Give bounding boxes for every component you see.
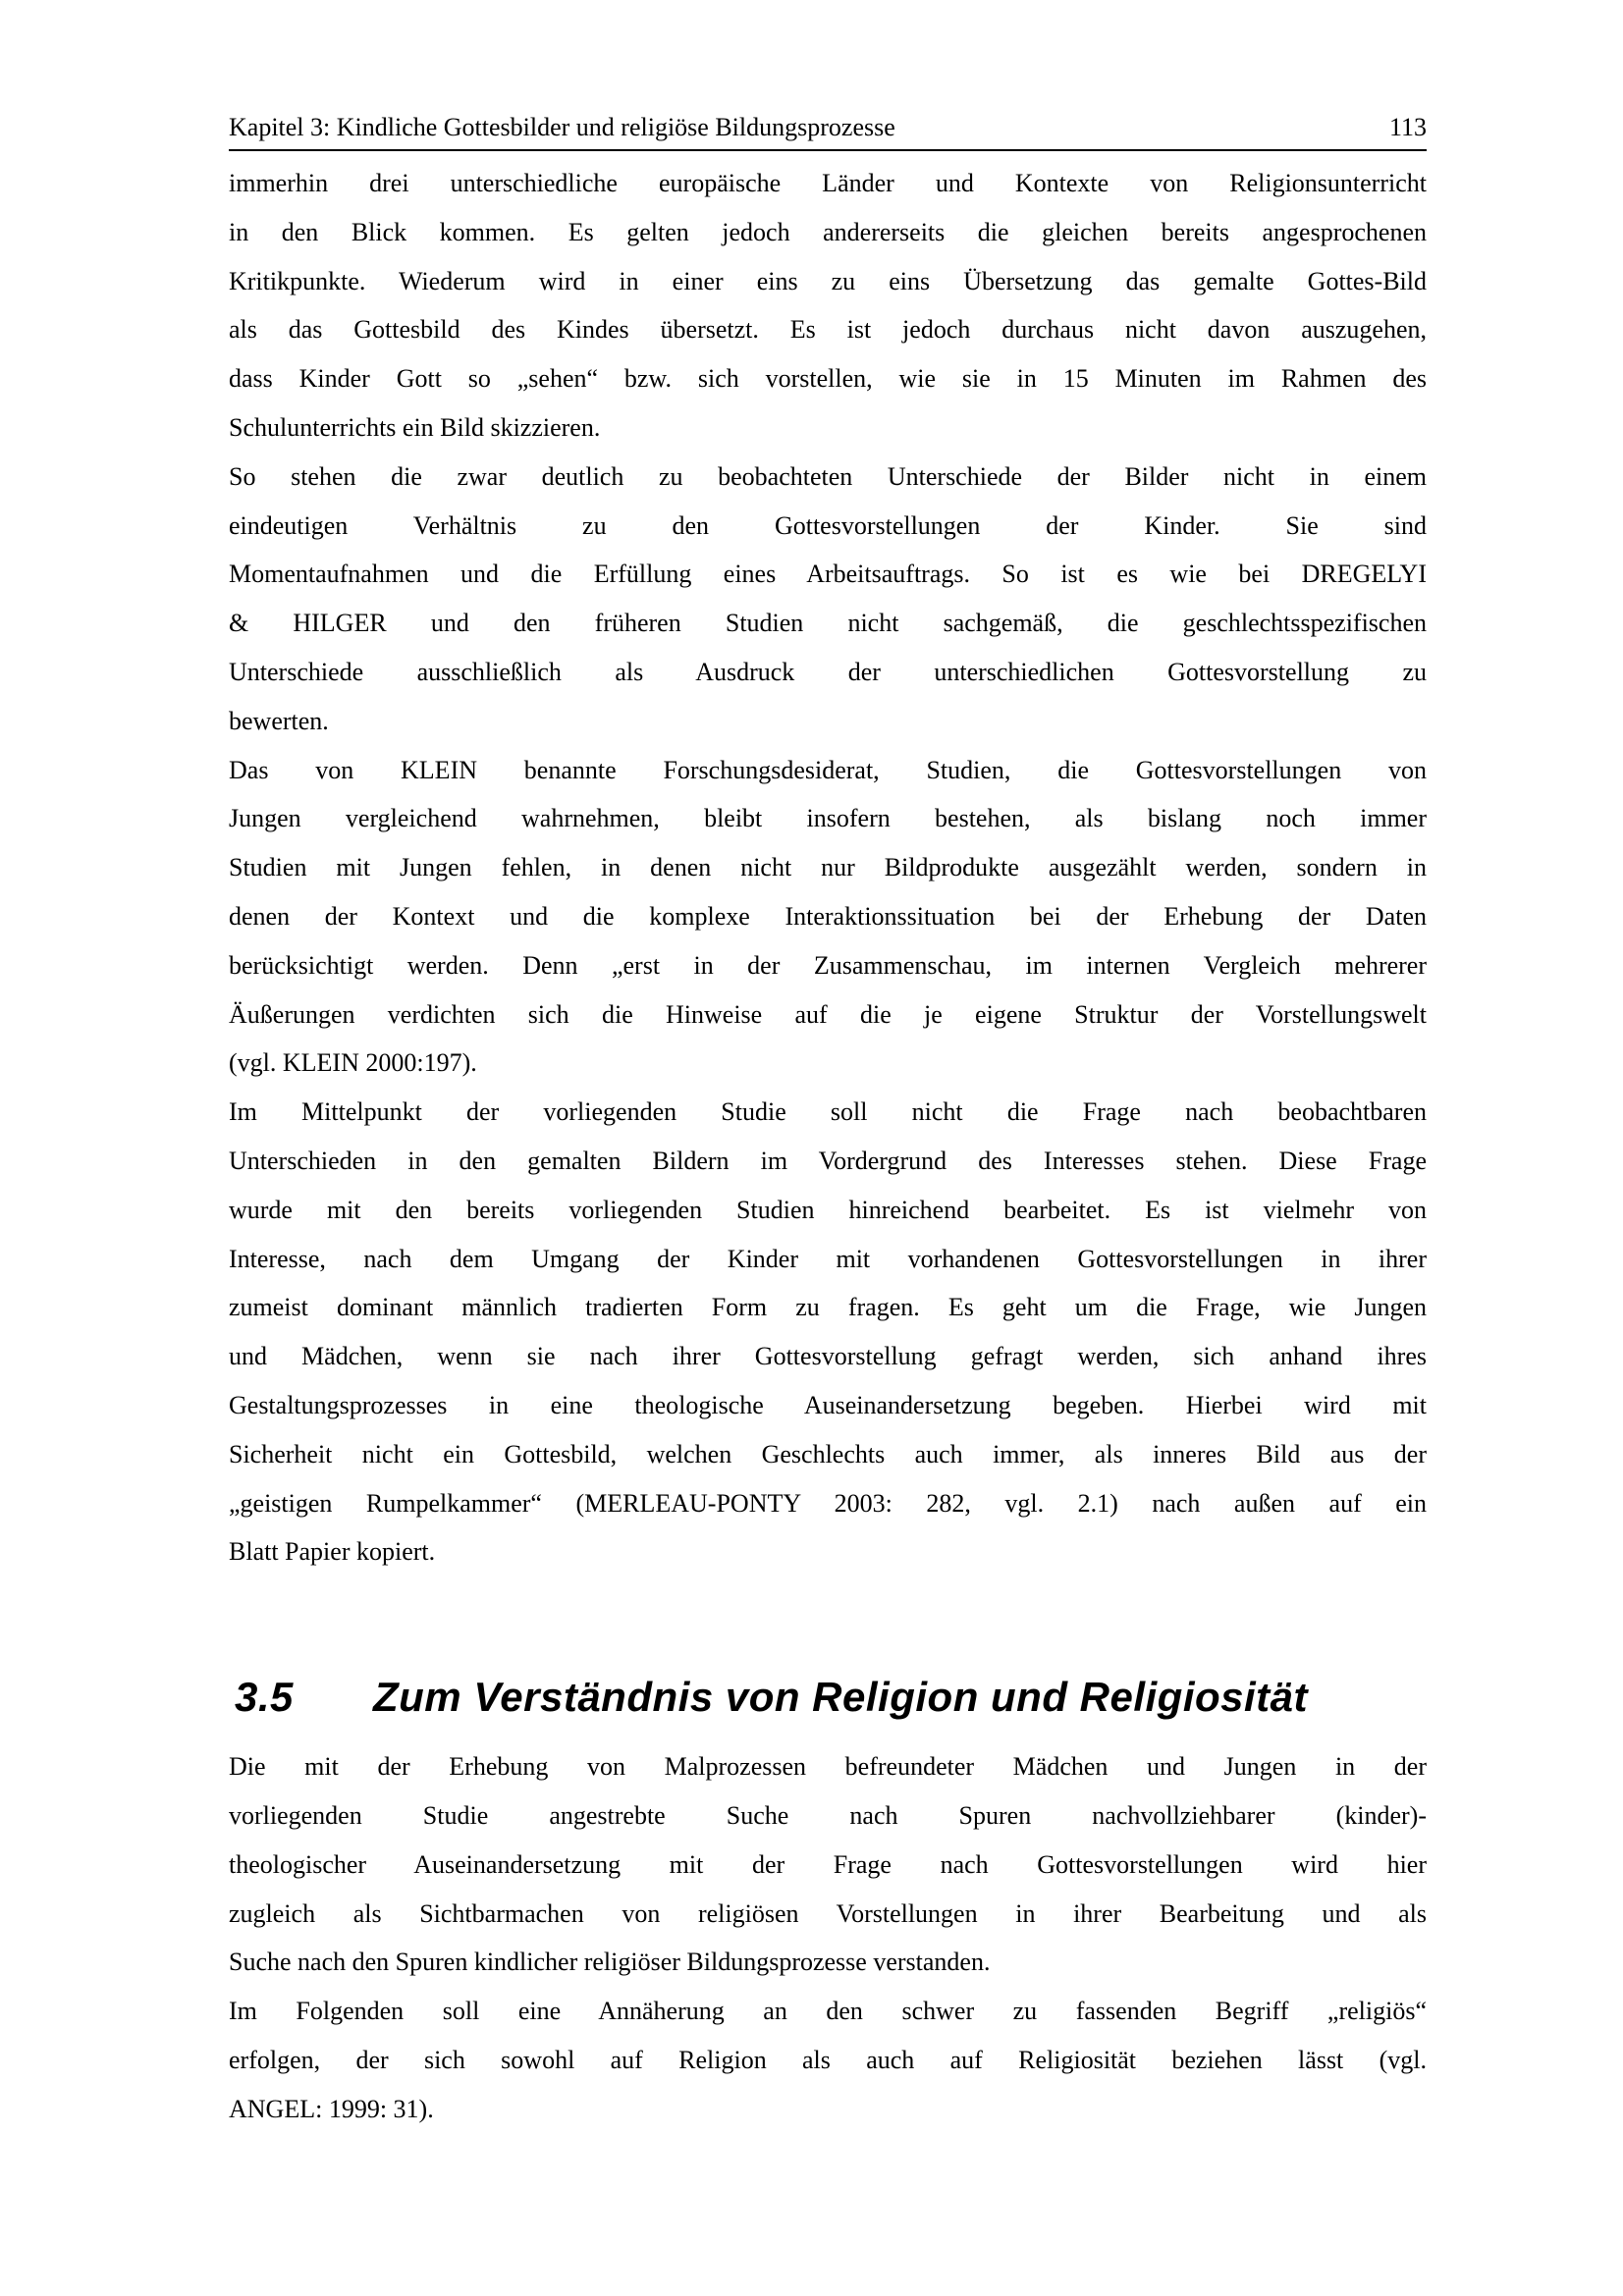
text-line: als das Gottesbild des Kindes übersetzt. Es ist jedoch durchaus nicht davon auszugehen,: [229, 315, 1427, 345]
text-line: Jungen vergleichend wahrnehmen, bleibt insofern bestehen, als bislang noch immer: [229, 804, 1427, 833]
text-line: immerhin drei unterschiedliche europäische Länder und Kontexte von Religionsunterricht: [229, 169, 1427, 197]
text-line: zumeist dominant männlich tradierten Form zu fragen. Es geht um die Frage, wie Jungen: [229, 1293, 1427, 1322]
text-line: dass Kinder Gott so „sehen“ bzw. sich vorstellen, wie sie in 15 Minuten im Rahmen des: [229, 364, 1427, 394]
text-line: Äußerungen verdichten sich die Hinweise auf die je eigene Struktur der Vorstellungswelt: [229, 999, 1427, 1029]
text-line: vorliegenden Studie angestrebte Suche nach Spuren nachvollziehbarer (kinder)-: [229, 1800, 1427, 1830]
text-line: Studien mit Jungen fehlen, in denen nicht nur Bildprodukte ausgezählt werden, sondern in: [229, 853, 1427, 882]
section-heading-text: Zum Verständnis von Religion und Religiosität: [373, 1674, 1309, 1721]
text-line: Suche nach den Spuren kindlicher religiöser Bildungsprozesse verstanden.: [229, 1948, 991, 1977]
text-line: in den Blick kommen. Es gelten jedoch andererseits die gleichen bereits angesprochenen: [229, 217, 1427, 246]
page-number: 113: [1388, 113, 1427, 141]
text-line: ANGEL: 1999: 31).: [229, 2094, 434, 2123]
text-line: Momentaufnahmen und die Erfüllung eines Arbeitsauftrags. So ist es wie bei DREGELYI: [229, 560, 1427, 589]
text-line: Schulunterrichts ein Bild skizzieren.: [229, 412, 601, 442]
text-line: Das von KLEIN benannte Forschungsdesiderat, Studien, die Gottesvorstellungen von: [229, 755, 1427, 784]
text-line: eindeutigen Verhältnis zu den Gottesvorstellungen der Kinder. Sie sind: [229, 510, 1427, 540]
text-line: wurde mit den bereits vorliegenden Studien hinreichend bearbeitet. Es ist vielmehr von: [229, 1195, 1427, 1224]
text-line: So stehen die zwar deutlich zu beobachteten Unterschiede der Bilder nicht in einem: [229, 461, 1427, 491]
header-title: Kapitel 3: Kindliche Gottesbilder und religiöse Bildungsprozesse: [229, 113, 895, 141]
running-header: [229, 112, 1427, 151]
text-line: Unterschiede ausschließlich als Ausdruck der unterschiedlichen Gottesvorstellung zu: [229, 657, 1427, 686]
text-line: bewerten.: [229, 706, 329, 735]
text-line: Unterschieden in den gemalten Bildern im Vordergrund des Interesses stehen. Diese Frage: [229, 1146, 1427, 1175]
text-line: theologischer Auseinandersetzung mit der Frage nach Gottesvorstellungen wird hier: [229, 1849, 1427, 1879]
text-line: Im Mittelpunkt der vorliegenden Studie soll nicht die Frage nach beobachtbaren: [229, 1097, 1427, 1127]
text-line: berücksichtigt werden. Denn „erst in der Zusammenschau, im internen Vergleich mehrerer: [229, 950, 1427, 980]
text-line: Interesse, nach dem Umgang der Kinder mit vorhandenen Gottesvorstellungen in ihrer: [229, 1244, 1427, 1273]
text-line: und Mädchen, wenn sie nach ihrer Gottesvorstellung gefragt werden, sich anhand ihres: [229, 1342, 1427, 1371]
text-line: Gestaltungsprozesses in eine theologische Auseinandersetzung begeben. Hierbei wird mit: [229, 1390, 1427, 1419]
text-line: „geistigen Rumpelkammer“ (MERLEAU-PONTY 2003: 282, vgl. 2.1) nach außen auf ein: [229, 1488, 1427, 1518]
text-line: zugleich als Sichtbarmachen von religiösen Vorstellungen in ihrer Bearbeitung und als: [229, 1898, 1427, 1928]
text-line: & HILGER und den früheren Studien nicht sachgemäß, die geschlechtsspezifischen: [229, 609, 1427, 638]
text-line: Blatt Papier kopiert.: [229, 1537, 436, 1567]
text-column: [229, 159, 1427, 2133]
text-line: Kritikpunkte. Wiederum wird in einer eins zu eins Übersetzung das gemalte Gottes-Bild: [229, 266, 1427, 295]
text-line: erfolgen, der sich sowohl auf Religion als auch auf Religiosität beziehen lässt (vgl.: [229, 2045, 1427, 2074]
text-line: Sicherheit nicht ein Gottesbild, welchen Geschlechts auch immer, als inneres Bild aus der: [229, 1439, 1427, 1468]
text-line: (vgl. KLEIN 2000:197).: [229, 1048, 477, 1078]
text-line: denen der Kontext und die komplexe Interaktionssituation bei der Erhebung der Daten: [229, 901, 1427, 931]
text-line: Im Folgenden soll eine Annäherung an den schwer zu fassenden Begriff „religiös“: [229, 1997, 1427, 2026]
text-line: Die mit der Erhebung von Malprozessen befreundeter Mädchen und Jungen in der: [229, 1752, 1427, 1782]
section-heading: [229, 1674, 1427, 1721]
section-heading-number: 3.5: [235, 1674, 294, 1721]
